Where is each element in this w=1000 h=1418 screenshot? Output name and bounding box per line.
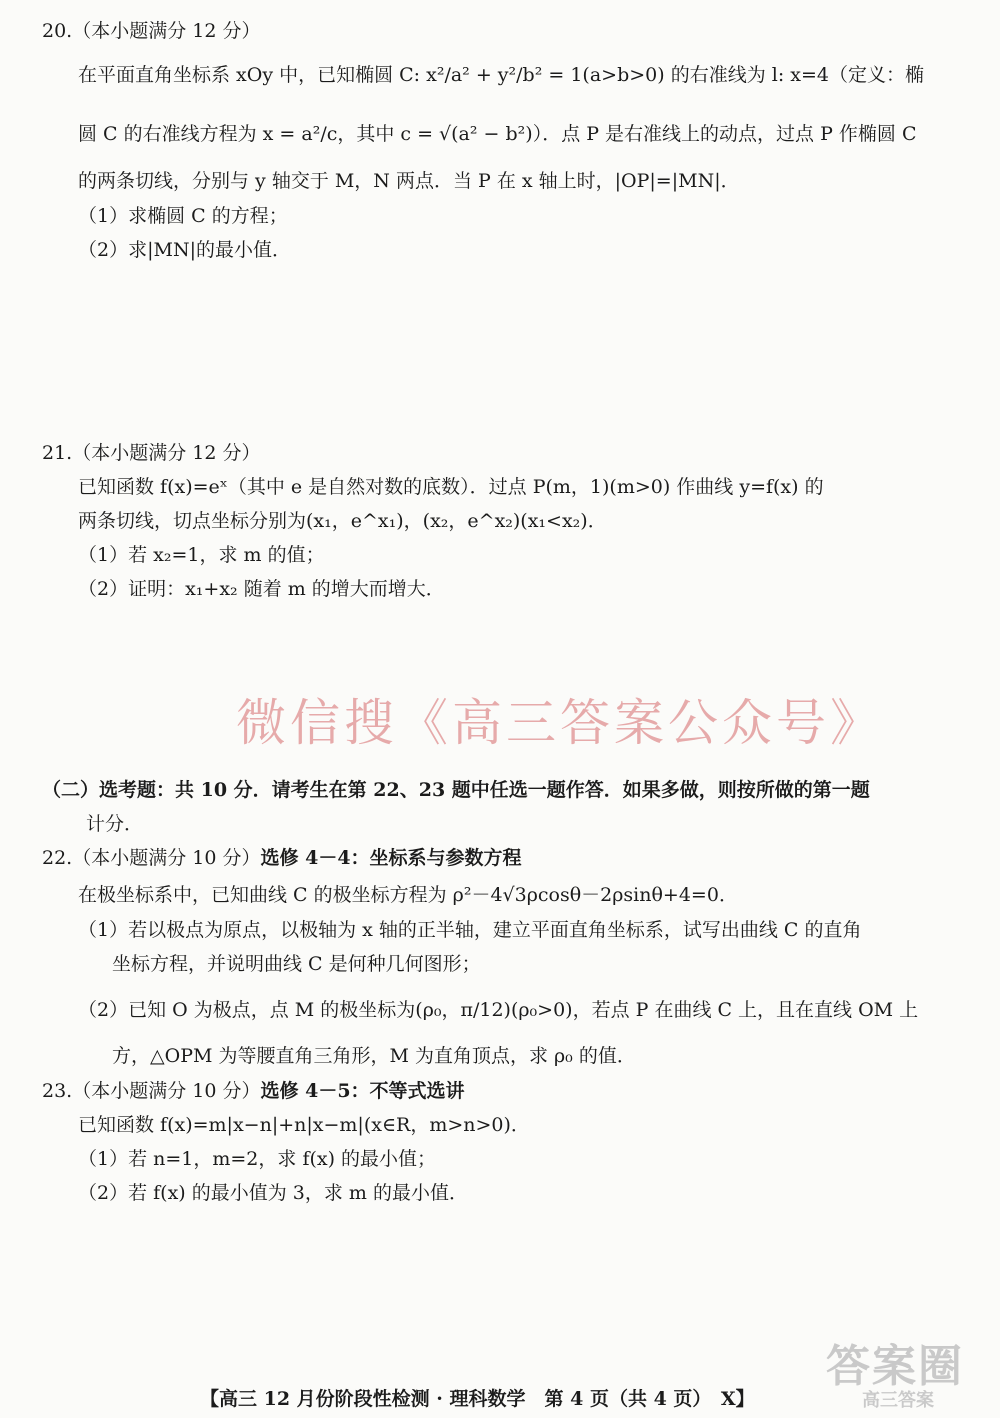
q23-header xyxy=(42,1082,465,1101)
q21-line-2: 两条切线，切点坐标分别为(x₁，e^x₁)，(x₂，e^x₂)(x₁<x₂)． xyxy=(78,510,607,532)
logo-text: 答案圈 xyxy=(826,1341,964,1392)
q21-part-1: （1）若 x₂=1，求 m 的值； xyxy=(78,544,325,566)
q20-line-3: 的两条切线，分别与 y 轴交于 M，N 两点．当 P 在 x 轴上时，|OP|=|MN|． xyxy=(78,170,740,192)
answer-site-logo xyxy=(822,1330,992,1410)
q22-part-2: （2）已知 O 为极点，点 M 的极坐标为(ρ₀，π/12)(ρ₀>0)，若点 P 在曲线 C 上，且在直线 OM 上 xyxy=(78,999,919,1021)
q22-part-1-cont: 坐标方程，并说明曲线 C 是何种几何图形； xyxy=(112,953,481,975)
q23-header-number: 23.（本小题满分 10 分） xyxy=(42,1080,261,1102)
q22-header-title: 选修 4－4：坐标系与参数方程 xyxy=(260,847,522,869)
q21-header: 21.（本小题满分 12 分） xyxy=(42,442,261,464)
q20-line-2: 圆 C 的右准线方程为 x = a²/c，其中 c = √(a² − b²)）．点 P 是右准线上的动点，过点 P 作椭圆 C xyxy=(78,123,917,145)
q22-part-1: （1）若以极点为原点，以极轴为 x 轴的正半轴，建立平面直角坐标系，试写出曲线 C 的直角 xyxy=(78,919,862,941)
logo-subtext: 高三答案 xyxy=(862,1390,934,1411)
q22-header xyxy=(42,849,522,868)
q23-part-1: （1）若 n=1，m=2，求 f(x) 的最小值； xyxy=(78,1148,437,1170)
q23-line-1: 已知函数 f(x)=m|x−n|+n|x−m|(x∈R，m>n>0)． xyxy=(78,1114,530,1136)
q20-part-2: （2）求|MN|的最小值． xyxy=(78,239,291,261)
q22-header-number: 22.（本小题满分 10 分） xyxy=(42,847,261,869)
q20-line-1: 在平面直角坐标系 xOy 中，已知椭圆 C: x²/a² + y²/b² = 1(a>b>0) 的右准线为 l: x=4（定义：椭 xyxy=(78,64,924,86)
section-2-instructions: （二）选考题：共 10 分．请考生在第 22、23 题中任选一题作答．如果多做，则按所做的第一题 xyxy=(42,779,870,801)
q22-line-1: 在极坐标系中，已知曲线 C 的极坐标方程为 ρ²－4√3ρcosθ－2ρsinθ+4=0． xyxy=(78,884,738,906)
q21-line-1: 已知函数 f(x)=eˣ（其中 e 是自然对数的底数）．过点 P(m，1)(m>0) 作曲线 y=f(x) 的 xyxy=(78,476,824,498)
q22-part-2-cont: 方，△OPM 为等腰直角三角形，M 为直角顶点，求 ρ₀ 的值． xyxy=(112,1045,636,1067)
wechat-watermark: 微信搜《高三答案公众号》 xyxy=(236,694,884,752)
q23-part-2: （2）若 f(x) 的最小值为 3，求 m 的最小值． xyxy=(78,1182,468,1204)
q23-header-title: 选修 4－5：不等式选讲 xyxy=(260,1080,465,1102)
q20-part-1: （1）求椭圆 C 的方程； xyxy=(78,205,288,227)
section-2-instructions-cont: 计分． xyxy=(86,813,144,835)
page-footer: 【高三 12 月份阶段性检测 · 理科数学 第 4 页（共 4 页） X】 xyxy=(200,1388,755,1410)
q21-part-2: （2）证明：x₁+x₂ 随着 m 的增大而增大． xyxy=(78,578,445,600)
q20-header: 20.（本小题满分 12 分） xyxy=(42,20,261,42)
